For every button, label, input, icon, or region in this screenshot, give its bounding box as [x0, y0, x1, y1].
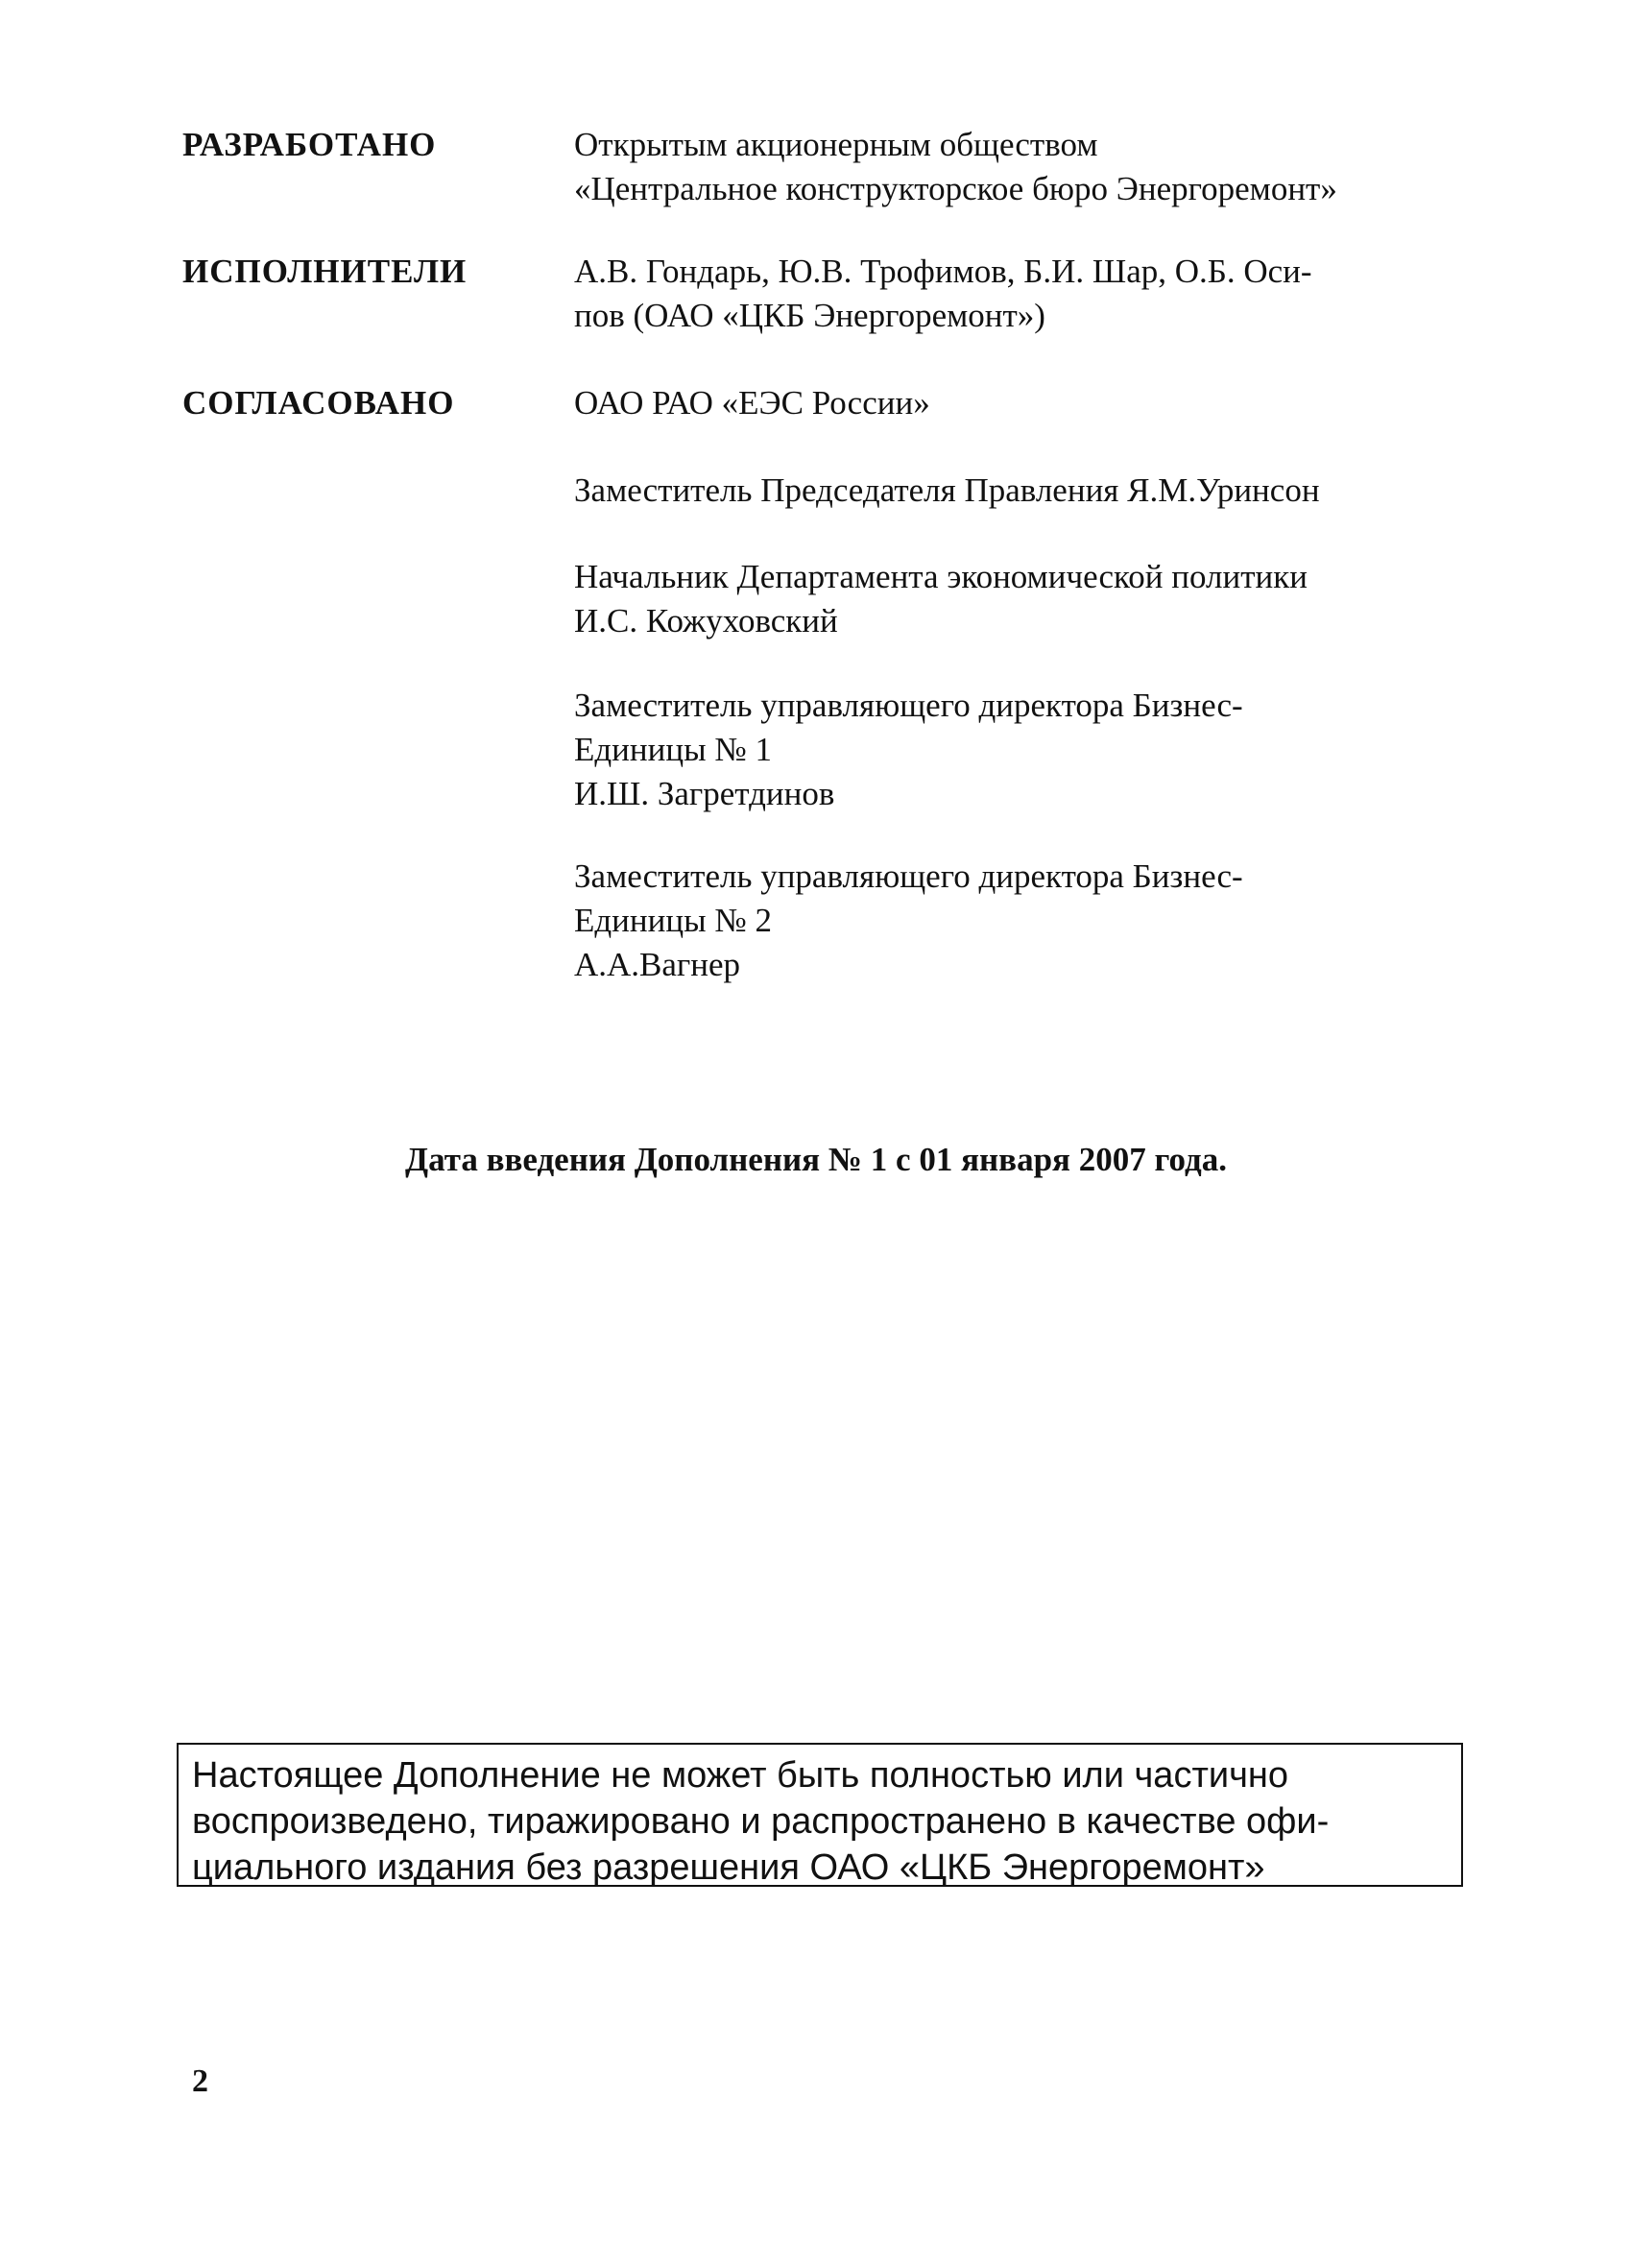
signatory-block [574, 684, 1457, 816]
developed-label: РАЗРАБОТАНО [182, 126, 437, 163]
effective-date: Дата введения Дополнения № 1 с 01 января 2007 года. [405, 1141, 1227, 1178]
agreed-organization-line: ОАО РАО «ЕЭС России» [574, 384, 930, 422]
signatory-line: Единицы № 2 [574, 902, 773, 939]
performers-value [574, 250, 1457, 338]
page-number: 2 [192, 2063, 208, 2099]
developed-line: Открытым акционерным обществом [574, 126, 1098, 163]
signatory-line: Заместитель управляющего директора Бизнес- [574, 687, 1243, 724]
developed-value [574, 123, 1457, 211]
signatory-block [574, 469, 1457, 513]
signatory-line: И.С. Кожуховский [574, 602, 838, 639]
agreed-organization [574, 381, 1457, 425]
copyright-notice-box [177, 1743, 1463, 1887]
signatory-line: Единицы № 1 [574, 731, 773, 768]
performers-line: пов (ОАО «ЦКБ Энергоремонт») [574, 297, 1045, 334]
signatory-block [574, 855, 1457, 987]
signatory-line: Заместитель Председателя Правления Я.М.Уринсон [574, 471, 1320, 509]
performers-label: ИСПОЛНИТЕЛИ [182, 253, 468, 290]
notice-line: циального издания без разрешения ОАО «ЦКБ Энергоремонт» [192, 1847, 1265, 1888]
signatory-block [574, 555, 1457, 643]
agreed-label: СОГЛАСОВАНО [182, 384, 455, 422]
signatory-line: А.А.Вагнер [574, 946, 741, 983]
developed-line: «Центральное конструкторское бюро Энергоремонт» [574, 170, 1337, 207]
signatory-line: И.Ш. Загретдинов [574, 775, 835, 812]
signatory-line: Заместитель управляющего директора Бизнес- [574, 857, 1243, 895]
notice-line: воспроизведено, тиражировано и распространено в качестве офи- [192, 1801, 1330, 1842]
signatory-line: Начальник Департамента экономической политики [574, 558, 1308, 595]
notice-line: Настоящее Дополнение не может быть полностью или частично [192, 1755, 1288, 1796]
performers-line: А.В. Гондарь, Ю.В. Трофимов, Б.И. Шар, О.Б. Оси- [574, 253, 1312, 290]
